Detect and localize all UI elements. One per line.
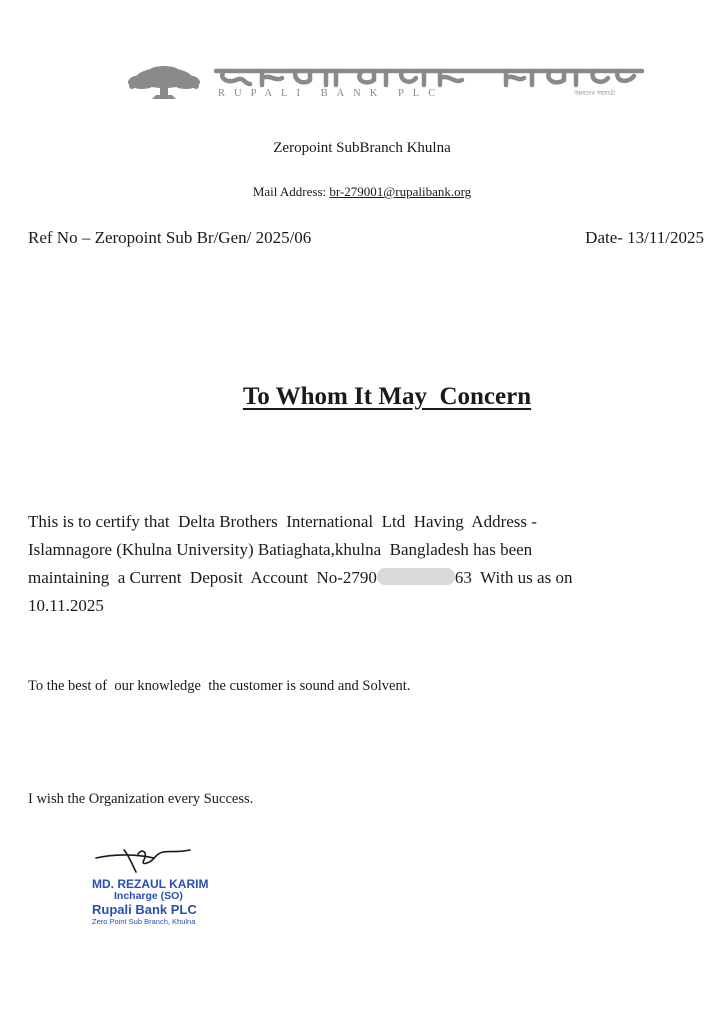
signatory-branch: Zero Point Sub Branch, Khulna: [92, 916, 196, 926]
mail-address-link[interactable]: br-279001@rupalibank.org: [329, 184, 472, 199]
reference-number: Ref No – Zeropoint Sub Br/Gen/ 2025/06: [28, 228, 312, 247]
signatory-stamp: [92, 878, 242, 925]
account-suffix: 63 With us as on: [454, 568, 573, 587]
signature-mark: [94, 844, 194, 876]
page-title-text: To Whom It May Concern: [242, 383, 532, 410]
bank-name-latin: RUPALI BANK PLC: [218, 88, 445, 99]
bank-letterhead: [122, 64, 652, 106]
closing-wish: I wish the Organization every Success.: [28, 791, 254, 807]
letter-date: Date- 13/11/2025: [585, 228, 704, 247]
body-line-1: This is to certify that Delta Brothers International Ltd Having Address -: [28, 512, 537, 531]
signatory-role: Incharge (SO): [114, 890, 183, 902]
body-line-4: 10.11.2025: [28, 596, 104, 615]
solvency-statement: To the best of our knowledge the customer is sound and Solvent.: [28, 678, 411, 694]
body-line-2: Islamnagore (Khulna University) Batiaghata,khulna Bangladesh has been: [28, 540, 533, 559]
signatory-name: MD. REZAUL KARIM: [92, 877, 209, 891]
body-line-3: [28, 564, 696, 592]
signatory-bank: Rupali Bank PLC: [92, 901, 197, 917]
mail-label: Mail Address:: [252, 184, 327, 199]
bank-name-bangla-logo: [214, 68, 644, 88]
bank-logo-tree-icon: [122, 66, 206, 102]
redacted-account-digits: [377, 568, 455, 585]
certification-paragraph: [28, 508, 696, 620]
bank-tagline: উন্নয়নের সহযাত্রী: [574, 90, 616, 97]
account-prefix: maintaining a Current Deposit Account No-2790: [28, 568, 377, 587]
branch-name: Zeropoint SubBranch Khulna: [273, 140, 451, 156]
mail-address-line: [0, 184, 724, 200]
page-title: [0, 383, 724, 411]
